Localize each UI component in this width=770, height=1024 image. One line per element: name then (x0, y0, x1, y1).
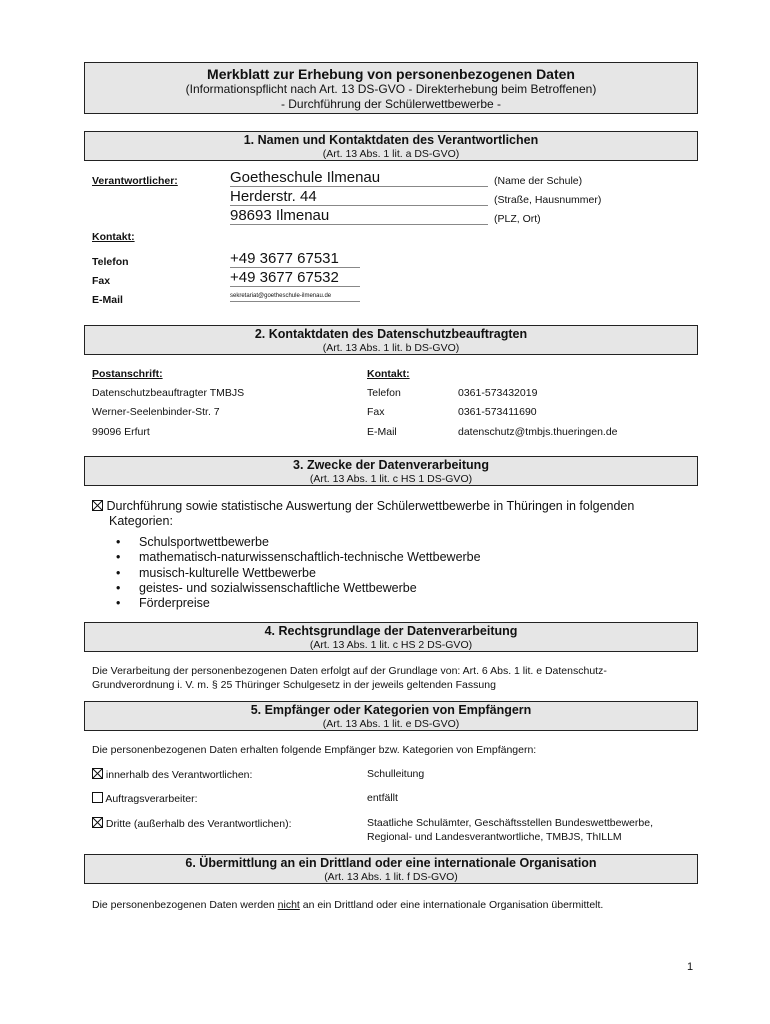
legal-basis-text-line-2: Grundverordnung i. V. m. § 25 Thüringer Schulgesetz in der jeweils geltenden Fassung (92, 679, 496, 691)
dsb-contact-label: Telefon (367, 387, 401, 399)
section-5-heading: 5. Empfänger oder Kategorien von Empfängern (250, 703, 532, 717)
hint-street: (Straße, Hausnummer) (494, 194, 602, 206)
recipient-value-line-2: Regional- und Landesverantwortliche, TMBJS, ThILLM (367, 831, 622, 843)
recipient-value: Staatliche Schulämter, Geschäftsstellen Bundeswettbewerbe, (367, 817, 653, 829)
dsb-address-line: 99096 Erfurt (92, 426, 150, 438)
section-4-ref: (Art. 13 Abs. 1 lit. c HS 2 DS-GVO) (309, 639, 473, 651)
section-1-ref: (Art. 13 Abs. 1 lit. a DS-GVO) (322, 148, 460, 160)
third-country-text-emphasis: nicht (277, 899, 300, 911)
third-country-text-end: an ein Drittland oder eine internationale Organisation übermittelt. (299, 899, 604, 911)
recipient-label: innerhalb des Verantwortlichen: (105, 769, 253, 781)
purpose-text: Durchführung sowie statistische Auswertung der Schülerwettbewerbe in Thüringen in folgenden (106, 499, 635, 513)
recipient-row (92, 817, 292, 830)
hint-name: (Name der Schule) (494, 175, 583, 187)
section-5-heading-box (84, 701, 698, 731)
telefon-label: Telefon (92, 256, 129, 268)
document-subtitle-2: - Durchführung der Schülerwettbewerbe - (280, 97, 502, 111)
section-6-ref: (Art. 13 Abs. 1 lit. f DS-GVO) (324, 871, 458, 883)
dsb-contact-value: 0361-573411690 (458, 406, 537, 418)
section-3-heading: 3. Zwecke der Datenverarbeitung (293, 458, 489, 472)
recipient-third-party-checkbox[interactable] (92, 817, 103, 828)
recipient-value: entfällt (367, 792, 398, 804)
email-field[interactable]: sekretariat@goetheschule-ilmenau.de (230, 292, 360, 302)
fax-field[interactable]: +49 3677 67532 (230, 269, 360, 287)
dsb-contact-label: E-Mail (367, 426, 397, 438)
legal-basis-text: Die Verarbeitung der personenbezogenen Daten erfolgt auf der Grundlage von: Art. 6 Abs. 1 lit. e Datenschutz- (92, 665, 607, 677)
document-title-box (84, 62, 698, 114)
email-label: E-Mail (92, 294, 123, 306)
section-2-heading-box (84, 325, 698, 355)
recipient-label: Auftragsverarbeiter: (105, 793, 198, 805)
section-6-heading-box (84, 854, 698, 884)
dsb-address-line: Werner-Seelenbinder-Str. 7 (92, 406, 220, 418)
kontakt-label: Kontakt: (92, 231, 135, 243)
list-item: • Förderpreise (108, 596, 481, 611)
section-4-heading-box (84, 622, 698, 652)
recipient-processor-checkbox[interactable] (92, 792, 103, 803)
section-6-heading: 6. Übermittlung an ein Drittland oder eine internationale Organisation (185, 856, 597, 870)
list-item: • geistes- und sozialwissenschaftliche Wettbewerbe (108, 581, 481, 596)
document-subtitle: (Informationspflicht nach Art. 13 DS-GVO - Direkterhebung beim Betroffenen) (185, 82, 597, 96)
page-number: 1 (687, 961, 694, 973)
purpose-checkbox[interactable] (92, 500, 103, 511)
list-item: • Schulsportwettbewerbe (108, 535, 481, 550)
section-4-heading: 4. Rechtsgrundlage der Datenverarbeitung (264, 624, 518, 638)
list-item: • mathematisch-naturwissenschaftlich-technische Wettbewerbe (108, 550, 481, 565)
recipient-label: Dritte (außerhalb des Verantwortlichen): (105, 818, 292, 830)
dsb-contact-value: 0361-573432019 (458, 387, 538, 399)
school-street-field[interactable]: Herderstr. 44 (230, 188, 488, 206)
dsb-email-value: datenschutz@tmbjs.thueringen.de (458, 426, 618, 438)
verantwortlicher-label: Verantwortlicher: (92, 175, 178, 187)
recipient-row (92, 792, 198, 805)
telefon-field[interactable]: +49 3677 67531 (230, 250, 360, 268)
document-title: Merkblatt zur Erhebung von personenbezogenen Daten (207, 66, 575, 82)
list-item: • musisch-kulturelle Wettbewerbe (108, 566, 481, 581)
section-5-ref: (Art. 13 Abs. 1 lit. e DS-GVO) (322, 718, 460, 730)
purpose-text-line-2: Kategorien: (109, 514, 173, 528)
third-country-text (92, 899, 603, 911)
dsb-kontakt-label: Kontakt: (367, 368, 410, 380)
section-1-heading: 1. Namen und Kontaktdaten des Verantwortlichen (243, 133, 539, 147)
fax-label: Fax (92, 275, 111, 287)
dsb-contact-label: Fax (367, 406, 385, 418)
postanschrift-label: Postanschrift: (92, 368, 163, 380)
section-3-ref: (Art. 13 Abs. 1 lit. c HS 1 DS-GVO) (309, 473, 473, 485)
school-name-field[interactable]: Goetheschule Ilmenau (230, 169, 488, 187)
recipient-internal-checkbox[interactable] (92, 768, 103, 779)
purpose-checkbox-row (92, 499, 634, 513)
recipient-value: Schulleitung (367, 768, 425, 780)
hint-city: (PLZ, Ort) (494, 213, 541, 225)
third-country-text-start: Die personenbezogenen Daten werden (92, 899, 278, 911)
purpose-category-list (108, 535, 481, 611)
school-city-field[interactable]: 98693 Ilmenau (230, 207, 488, 225)
recipient-row (92, 768, 252, 781)
section-3-heading-box (84, 456, 698, 486)
section-2-ref: (Art. 13 Abs. 1 lit. b DS-GVO) (322, 342, 460, 354)
section-2-heading: 2. Kontaktdaten des Datenschutzbeauftragten (254, 327, 528, 341)
section-1-heading-box (84, 131, 698, 161)
recipients-intro: Die personenbezogenen Daten erhalten folgende Empfänger bzw. Kategorien von Empfängern: (92, 744, 537, 756)
dsb-address-line: Datenschutzbeauftragter TMBJS (92, 387, 245, 399)
